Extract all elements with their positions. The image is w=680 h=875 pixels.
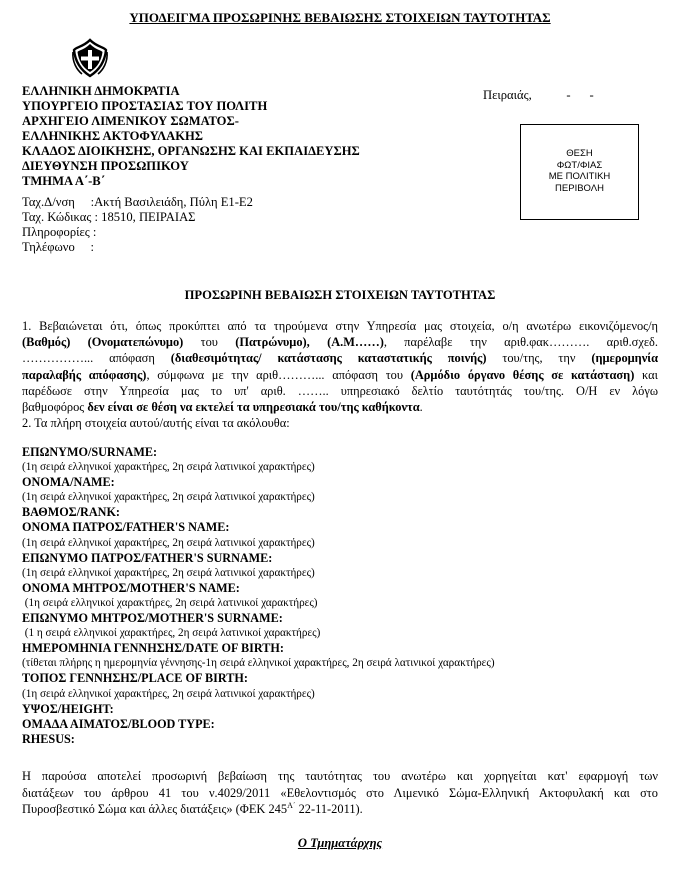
text: Πυροσβεστικό Σώμα και άλλες διατάξεις» (ΦΕΚ 245	[22, 802, 288, 816]
closing-line: Η παρούσα αποτελεί προσωρινή βεβαίωση της ταυτότητας του ανωτέρω και χορηγείται κατ' εφαρμογή των	[22, 769, 658, 783]
paragraph-line	[22, 318, 658, 334]
mother-name-label: ΟΝΟΜΑ ΜΗΤΡΟΣ/MOTHER'S NAME:	[22, 580, 240, 595]
text: (Αρμόδιο όργανο θέσης σε κατάσταση)	[410, 367, 635, 382]
text: ……………... απόφαση	[22, 351, 171, 366]
text: του/της, την	[486, 351, 592, 366]
rank-label: ΒΑΘΜΟΣ/RANK:	[22, 505, 120, 520]
text: παρέδωσε στην Υπηρεσία μας το υπ' αριθ. …….. υπηρεσιακό δελτίο ταυτότητάς του/της. Ο/Η εν λόγω	[22, 383, 658, 398]
header-line: ΥΠΟΥΡΓΕΙΟ ΠΡΟΣΤΑΣΙΑΣ ΤΟΥ ΠΟΛΙΤΗ	[22, 99, 268, 113]
closing-paragraph	[22, 768, 658, 818]
place-of-birth-label: ΤΟΠΟΣ ΓΕΝΝΗΣΗΣ/PLACE OF BIRTH:	[22, 671, 248, 686]
text: (διαθεσιμότητας/ κατάστασης καταστατικής ποινής)	[170, 351, 487, 366]
text: (ημερομηνία	[591, 351, 659, 366]
mother-surname-hint: (1 η σειρά ελληνικοί χαρακτήρες, 2η σειρά λατινικοί χαρακτήρες)	[22, 627, 321, 640]
date-of-birth-hint: (τίθεται πλήρης η ημερομηνία γέννησης-1η σειρά ελληνικοί χαρακτήρες, 2η σειρά λατινικοί χαρακτήρες)	[22, 657, 495, 670]
signer-title: Ο Τμηματάρχης	[297, 836, 383, 850]
text: 1. Βεβαιώνεται ότι, όπως προκύπτει από τα τηρούμενα στην Υπηρεσία μας στοιχεία, ο/η ανωτέρω εικονιζόμενος/η	[22, 319, 658, 333]
text: , παρέλαβε την αριθ.φακ………. αριθ.σχεδ.	[383, 335, 658, 350]
closing-line: διατάξεων του άρθρου 41 του ν.4029/2011 «Εθελοντισμός στο Λιμενικό Σώμα-Ελληνική Ακτοφυλακή και στο	[22, 785, 658, 800]
date-of-birth-label: ΗΜΕΡΟΜΗΝΙΑ ΓΕΝΝΗΣΗΣ/DATE OF BIRTH:	[22, 641, 284, 656]
paragraph-line	[22, 383, 658, 399]
info-line: Πληροφορίες :	[22, 225, 97, 239]
paragraph-line	[22, 415, 658, 431]
text: (Βαθμός) (Ονοματεπώνυμο)	[22, 335, 184, 350]
text: δεν είναι σε θέση να εκτελεί τα υπηρεσιακά του/της καθήκοντα	[87, 400, 420, 415]
paragraph-line	[22, 399, 658, 415]
place-of-birth-hint: (1η σειρά ελληνικοί χαρακτήρες, 2η σειρά λατινικοί χαρακτήρες)	[22, 687, 315, 700]
address-line: Ταχ.Δ/νση :Ακτή Βασιλειάδη, Πύλη Ε1-Ε2	[22, 195, 253, 209]
text: παραλαβής απόφασης)	[22, 367, 147, 382]
paragraph-line	[22, 350, 658, 366]
superscript: Α΄	[287, 800, 296, 810]
header-line: ΤΜΗΜΑ Α΄-Β΄	[22, 174, 105, 188]
identity-fields	[22, 445, 495, 747]
text: , σύμφωνα με την αριθ………... απόφαση του	[146, 367, 411, 382]
city-date: Πειραιάς, - -	[483, 88, 594, 102]
text: του	[183, 335, 236, 350]
father-name-hint: (1η σειρά ελληνικοί χαρακτήρες, 2η σειρά λατινικοί χαρακτήρες)	[22, 536, 315, 549]
paragraph-line	[22, 367, 658, 383]
header-line: ΕΛΛΗΝΙΚΗΣ ΑΚΤΟΦΥΛΑΚΗΣ	[22, 129, 204, 143]
father-name-label: ΟΝΟΜΑ ΠΑΤΡΟΣ/FATHER'S NAME:	[22, 520, 230, 535]
certification-paragraph	[22, 318, 658, 431]
closing-line	[22, 801, 658, 818]
header-line: ΔΙΕΥΘΥΝΣΗ ΠΡΟΣΩΠΙΚΟΥ	[22, 159, 189, 173]
document-title: ΥΠΟΔΕΙΓΜΑ ΠΡΟΣΩΡΙΝΗΣ ΒΕΒΑΙΩΣΗΣ ΣΤΟΙΧΕΙΩΝ ΤΑΥΤΟΤΗΤΑΣ	[129, 10, 551, 25]
blood-type-label: ΟΜΑΔΑ ΑΙΜΑΤΟΣ/BLOOD TYPE:	[22, 716, 215, 731]
mother-surname-label: ΕΠΩΝΥΜΟ ΜΗΤΡΟΣ/MOTHER'S SURNAME:	[22, 611, 283, 626]
text: 22-11-2011).	[295, 802, 363, 816]
rhesus-label: RHESUS:	[22, 731, 75, 746]
photo-placeholder-text: ΘΕΣΗ ΦΩΤ/ΦΙΑΣ ΜΕ ΠΟΛΙΤΙΚΗ ΠΕΡΙΒΟΛΗ	[548, 148, 611, 194]
name-label: ΟΝΟΜΑ/NAME:	[22, 475, 115, 490]
certificate-subtitle: ΠΡΟΣΩΡΙΝΗ ΒΕΒΑΙΩΣΗ ΣΤΟΙΧΕΙΩΝ ΤΑΥΤΟΤΗΤΑΣ	[184, 288, 496, 302]
name-hint: (1η σειρά ελληνικοί χαρακτήρες, 2η σειρά λατινικοί χαρακτήρες)	[22, 491, 315, 504]
text: 2. Τα πλήρη στοιχεία αυτού/αυτής είναι τα ακόλουθα:	[22, 416, 290, 431]
height-label: ΥΨΟΣ/HEIGHT:	[22, 701, 114, 716]
phone-line: Τηλέφωνο :	[22, 240, 94, 254]
text: .	[419, 400, 423, 415]
photo-placeholder-box	[520, 124, 639, 220]
text: και	[634, 367, 659, 382]
greek-state-emblem-icon	[70, 38, 110, 78]
father-surname-hint: (1η σειρά ελληνικοί χαρακτήρες, 2η σειρά λατινικοί χαρακτήρες)	[22, 566, 315, 579]
father-surname-label: ΕΠΩΝΥΜΟ ΠΑΤΡΟΣ/FATHER'S SURNAME:	[22, 550, 273, 565]
postal-code-line: Ταχ. Κώδικας : 18510, ΠΕΙΡΑΙΑΣ	[22, 210, 196, 224]
surname-hint: (1η σειρά ελληνικοί χαρακτήρες, 2η σειρά λατινικοί χαρακτήρες)	[22, 461, 315, 474]
text: (Πατρώνυμο), (Α.Μ……)	[235, 335, 384, 350]
header-line: ΕΛΛΗΝΙΚΗ ΔΗΜΟΚΡΑΤΙΑ	[22, 84, 180, 98]
text: βαθμοφόρος	[22, 400, 88, 415]
paragraph-line	[22, 334, 658, 350]
surname-label: ΕΠΩΝΥΜΟ/SURNAME:	[22, 445, 158, 459]
header-line: ΑΡΧΗΓΕΙΟ ΛΙΜΕΝΙΚΟΥ ΣΩΜΑΤΟΣ-	[22, 114, 239, 128]
header-line: ΚΛΑΔΟΣ ΔΙΟΙΚΗΣΗΣ, ΟΡΓΑΝΩΣΗΣ ΚΑΙ ΕΚΠΑΙΔΕΥΣΗΣ	[22, 144, 360, 158]
mother-name-hint: (1η σειρά ελληνικοί χαρακτήρες, 2η σειρά λατινικοί χαρακτήρες)	[22, 596, 318, 609]
